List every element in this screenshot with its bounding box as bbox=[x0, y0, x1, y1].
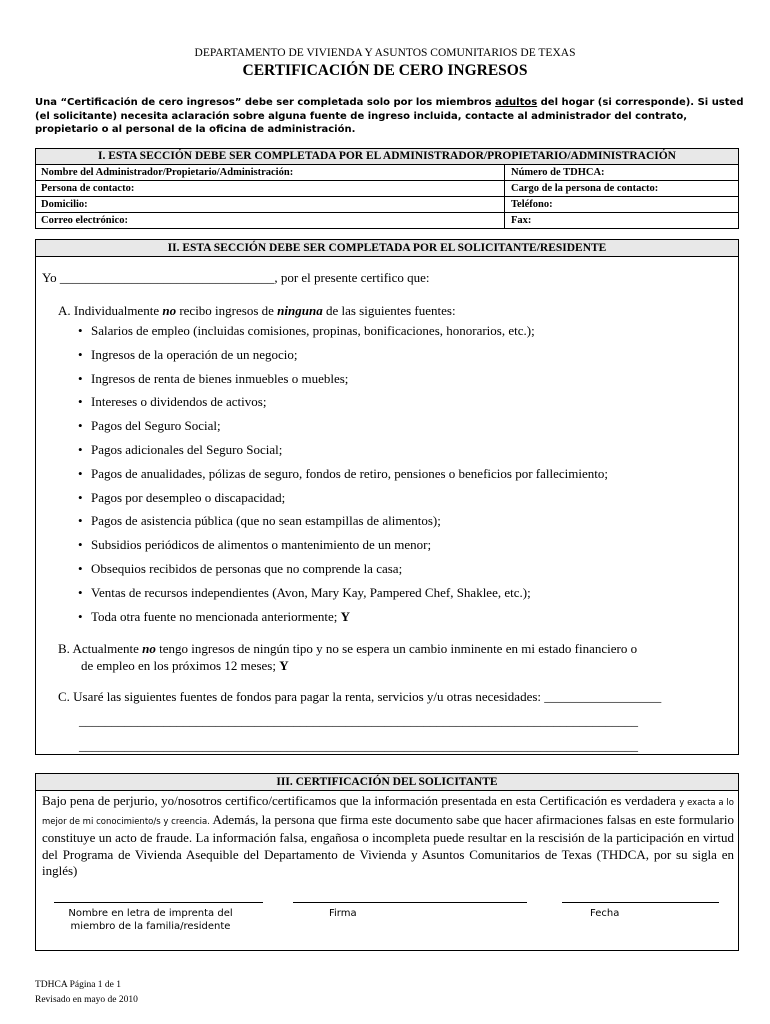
printed-name-label: Nombre en letra de imprenta del miembro de la familia/residente bbox=[68, 908, 233, 932]
list-item-text: Pagos de anualidades, pólizas de seguro, fondos de retiro, pensiones o beneficios por fallecimiento; bbox=[91, 465, 608, 481]
section-1-row bbox=[36, 197, 738, 213]
list-item-text: Toda otra fuente no mencionada anteriormente; bbox=[91, 608, 341, 624]
applicant-name-line[interactable]: Yo _________________________________, por el presente certifico que: bbox=[42, 270, 430, 285]
list-item-text: Pagos de asistencia pública (que no sean estampillas de alimentos); bbox=[91, 513, 441, 529]
bullet-icon: • bbox=[78, 323, 83, 338]
list-item bbox=[78, 321, 608, 345]
bullet-icon: • bbox=[78, 489, 83, 505]
date-signature-line[interactable] bbox=[562, 902, 719, 903]
address-field[interactable]: Domicilio: bbox=[36, 197, 505, 212]
contact-person-field[interactable]: Persona de contacto: bbox=[36, 181, 505, 196]
list-item-text: Pagos por desempleo o discapacidad; bbox=[91, 489, 286, 505]
cert-small-text: y exacta a lo mejor de mi conocimiento/s y creencia. bbox=[42, 798, 734, 827]
item-b-mark[interactable]: Y bbox=[279, 658, 289, 673]
bullet-icon: • bbox=[78, 394, 83, 410]
item-b-no: no bbox=[142, 641, 156, 656]
list-item bbox=[78, 488, 608, 512]
bullet-icon: • bbox=[78, 513, 83, 529]
list-item bbox=[78, 345, 608, 369]
cert-text-2: Además, la persona que firma este documento sabe que hacer afirmaciones falsas en este formulario constituye un acto de fraude. La información falsa, engañosa o incompleta puede resultar en la rescisión de la participación en virtud del Programa de Vivienda Asequible del Departamento de Vivienda y Asuntos Comunitarios de Texas (THDCA, por su sigla en inglés) bbox=[42, 811, 734, 879]
item-c-blank-line[interactable]: ______________________________________________________________________________________ bbox=[79, 713, 638, 728]
item-b-suffix: tengo ingresos de ningún tipo y no se espera un cambio inminente en mi estado financiero o bbox=[155, 641, 638, 656]
intro-underlined: adultos bbox=[495, 97, 538, 108]
list-item bbox=[78, 535, 608, 559]
document-title: CERTIFICACIÓN DE CERO INGRESOS bbox=[242, 62, 528, 79]
bullet-icon: • bbox=[78, 465, 83, 481]
footer-page-number: TDHCA Página 1 de 1 bbox=[35, 980, 122, 990]
section-2-heading: II. ESTA SECCIÓN DEBE SER COMPLETADA POR EL SOLICITANTE/RESIDENTE bbox=[36, 240, 738, 257]
section-1-row bbox=[36, 165, 738, 181]
agency-name: DEPARTAMENTO DE VIVIENDA Y ASUNTOS COMUNITARIOS DE TEXAS bbox=[194, 47, 576, 59]
list-item-text: Pagos adicionales del Seguro Social; bbox=[91, 441, 283, 457]
item-a-ninguna: ninguna bbox=[277, 303, 323, 318]
list-item-text: Ingresos de la operación de un negocio; bbox=[91, 346, 298, 362]
item-c-blank-line[interactable]: ______________________________________________________________________________________ bbox=[79, 738, 638, 753]
item-b-line2: de empleo en los próximos 12 meses; bbox=[81, 658, 280, 673]
item-a-no: no bbox=[162, 303, 177, 318]
signature-line[interactable] bbox=[293, 902, 527, 903]
signature-label: Firma bbox=[329, 908, 357, 919]
list-item bbox=[78, 607, 608, 631]
printed-name-signature-line[interactable] bbox=[54, 902, 263, 903]
tdhca-number-field[interactable]: Número de TDHCA: bbox=[511, 167, 605, 178]
list-item bbox=[78, 440, 608, 464]
intro-text-2: del hogar (si corresponde). Si usted (el solicitante) necesita aclaración sobre alguna fuente de ingreso incluida, contacte al administrador del contrato, propietario o al personal de la oficina de administración. bbox=[35, 97, 744, 135]
bullet-icon: • bbox=[78, 346, 83, 362]
intro-paragraph bbox=[35, 96, 745, 137]
section-3-heading: III. CERTIFICACIÓN DEL SOLICITANTE bbox=[36, 774, 738, 791]
item-c-statement[interactable]: C. Usaré las siguientes fuentes de fondos para pagar la renta, servicios y/u otras necesidades: __________________ bbox=[58, 689, 662, 704]
list-item bbox=[78, 583, 608, 607]
list-item bbox=[78, 369, 608, 393]
section-1-row bbox=[36, 213, 738, 228]
list-item-text: Subsidios periódicos de alimentos o mantenimiento de un menor; bbox=[91, 537, 432, 553]
admin-name-field[interactable]: Nombre del Administrador/Propietario/Administración: bbox=[36, 165, 505, 180]
section-3-box bbox=[35, 773, 739, 951]
bullet-icon: • bbox=[78, 560, 83, 576]
email-field[interactable]: Correo electrónico: bbox=[36, 213, 505, 228]
bullet-icon: • bbox=[78, 537, 83, 553]
item-a-prefix: A. Individualmente bbox=[58, 303, 163, 318]
phone-field[interactable]: Teléfono: bbox=[511, 199, 553, 210]
certification-paragraph bbox=[42, 793, 734, 880]
fax-field[interactable]: Fax: bbox=[511, 215, 532, 226]
list-item-text: Salarios de empleo (incluidas comisiones, propinas, bonificaciones, honorarios, etc.); bbox=[91, 323, 535, 338]
item-a-suffix: de las siguientes fuentes: bbox=[322, 303, 456, 318]
section-2-box bbox=[35, 239, 739, 755]
bullet-icon: • bbox=[78, 370, 83, 386]
list-item-text: Intereses o dividendos de activos; bbox=[91, 394, 267, 410]
item-b-continuation bbox=[81, 658, 289, 674]
last-bullet-mark[interactable]: Y bbox=[340, 608, 350, 624]
section-1-heading: I. ESTA SECCIÓN DEBE SER COMPLETADA POR EL ADMINISTRADOR/PROPIETARIO/ADMINISTRACIÓN bbox=[36, 149, 738, 165]
item-b-prefix: B. Actualmente bbox=[58, 641, 143, 656]
footer-revision: Revisado en mayo de 2010 bbox=[35, 995, 138, 1005]
list-item bbox=[78, 464, 608, 488]
bullet-icon: • bbox=[78, 584, 83, 600]
section-1-row bbox=[36, 181, 738, 197]
income-source-list bbox=[78, 321, 608, 630]
list-item-text: Pagos del Seguro Social; bbox=[91, 418, 221, 434]
item-a-statement bbox=[58, 303, 456, 319]
list-item bbox=[78, 392, 608, 416]
section-1-table bbox=[35, 148, 739, 229]
date-label: Fecha bbox=[590, 908, 620, 919]
list-item-text: Ventas de recursos independientes (Avon, Mary Kay, Pampered Chef, Shaklee, etc.); bbox=[91, 584, 531, 600]
list-item-text: Ingresos de renta de bienes inmuebles o muebles; bbox=[91, 370, 349, 386]
item-b-statement bbox=[58, 641, 637, 657]
list-item bbox=[78, 416, 608, 440]
bullet-icon: • bbox=[78, 608, 83, 624]
item-a-middle: recibo ingresos de bbox=[176, 303, 278, 318]
list-item-text: Obsequios recibidos de personas que no comprende la casa; bbox=[91, 560, 403, 576]
cert-text-1: Bajo pena de perjurio, yo/nosotros certifico/certificamos que la información presentada en esta Certificación es verdadera bbox=[42, 793, 680, 808]
intro-text-1: Una “Certificación de cero ingresos” debe ser completada solo por los miembros bbox=[35, 97, 496, 108]
list-item bbox=[78, 559, 608, 583]
contact-title-field[interactable]: Cargo de la persona de contacto: bbox=[511, 183, 659, 194]
bullet-icon: • bbox=[78, 441, 83, 457]
list-item bbox=[78, 511, 608, 535]
bullet-icon: • bbox=[78, 418, 83, 434]
